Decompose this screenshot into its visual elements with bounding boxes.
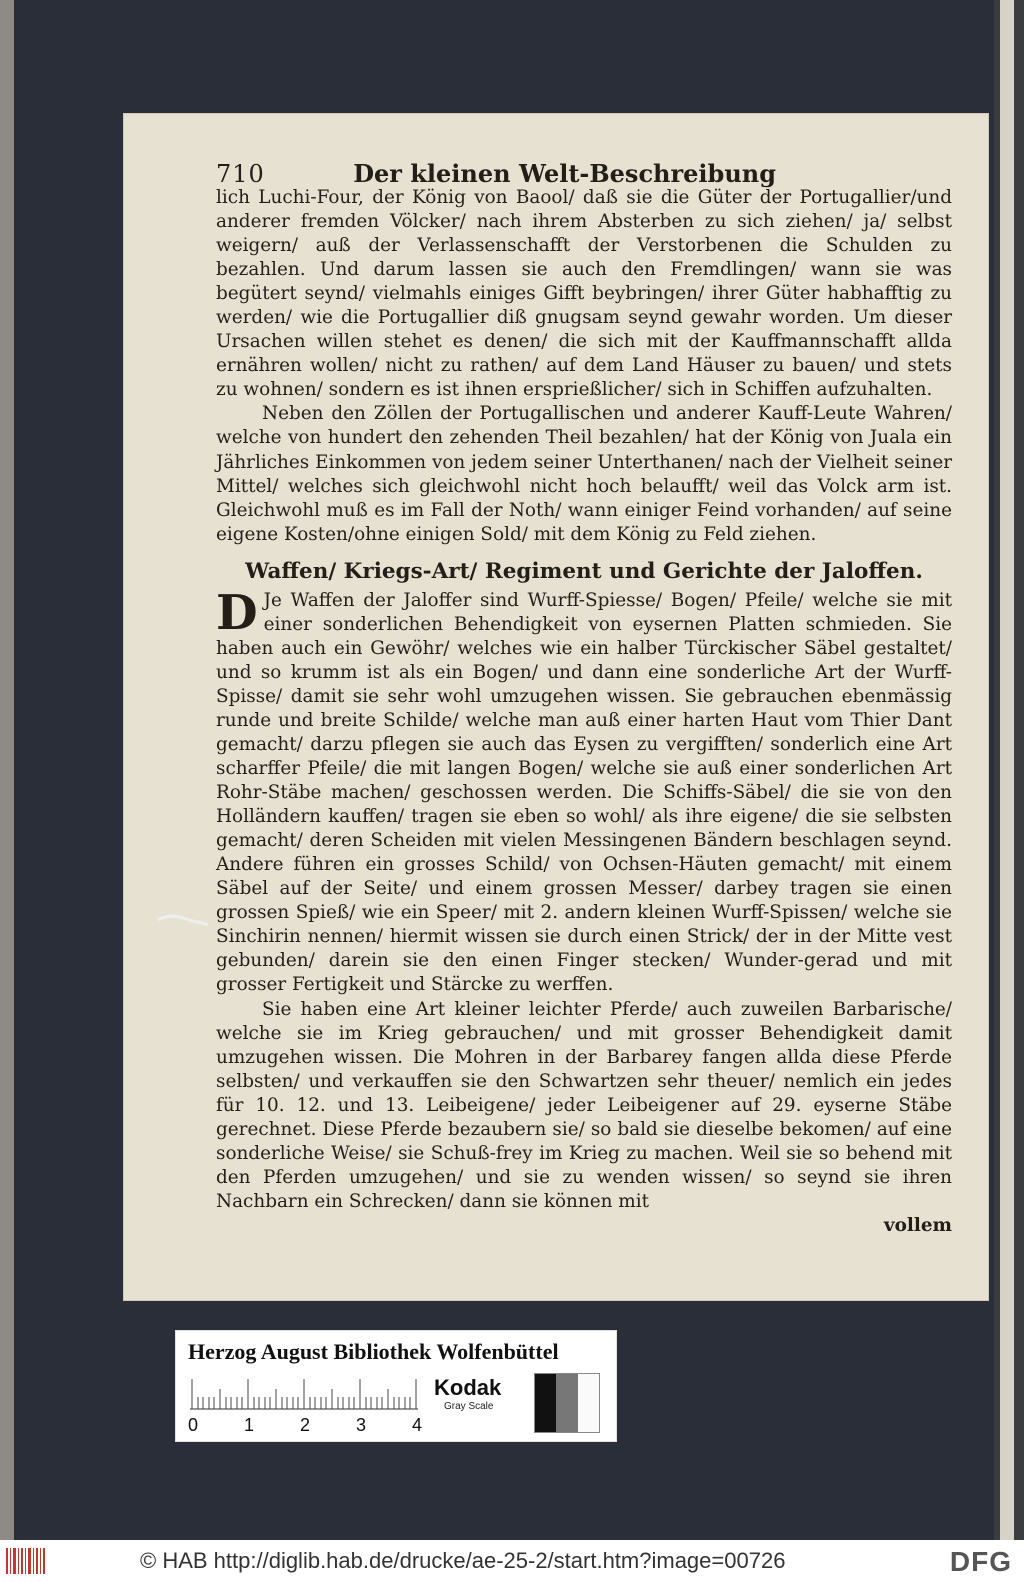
paragraph-3-text: Je Waffen der Jaloffer sind Wurff-Spiesse/ Bogen/ Pfeile/ welche sie mit einer sonderlichen Behendigkeit von eysernen Platten schmieden. Sie haben auch ein Gewöhr/ welches wie ein halber Türckischer Säbel gestaltet/ und so krumm ist als ein Bogen/ und dann eine sonderliche Art der Wurff-Spisse/ damit sie sehr wohl umzugehen wissen. Sie gebrauchen ebenmässig runde und breite Schilde/ welche man auß einer harten Haut vom Thier Dant gemacht/ darzu pflegen sie auch das Eysen zu vergifften/ sonderlich eine Art scharffer Pfeile/ die mit langen Bogen/ welche sie auß einer sonderlichen Art Rohr-Stäbe machen/ geschossen werden. Die Schiffs-Säbel/ die sie von den Holländern kauffen/ tragen sie eben so wohl/ als ihre eigene/ die sie selbsten gemacht/ deren Scheiden mit vielen Messingenen Bändern beschlagen seynd. Andere führen ein grosses Schild/ von Ochsen-Häuten gemacht/ mit einem Säbel auf der Seite/ und einem grossen Messer/ darbey tragen sie einen grossen Spieß/ wie ein Speer/ mit 2. andern kleinen Wurff-Spissen/ welche sie Sinchirin nennen/ hiermit wissen sie durch einen Strick/ der in der Mitte vest gebunden/ darein sie den einen Finger stecken/ Wunder-gerad und mit grosser Fertigkeit und Stärcke zu werffen. <box>216 589 952 996</box>
ruler-number: 3 <box>356 1415 367 1435</box>
swatch-white <box>578 1374 599 1432</box>
drop-cap: D <box>216 584 258 641</box>
gray-swatch <box>534 1373 600 1433</box>
scan-left-edge <box>0 0 14 1540</box>
copyright-url: © HAB http://diglib.hab.de/drucke/ae-25-2/start.htm?image=00726 <box>140 1548 786 1573</box>
section-heading: Waffen/ Kriegs-Art/ Regiment und Gerichte der Jaloffen. <box>245 558 923 584</box>
footer-bar <box>0 1540 1024 1582</box>
ruler-number: 4 <box>412 1415 423 1435</box>
kodak-logo: Kodak <box>434 1375 502 1400</box>
running-title: Der kleinen Welt-Beschreibung <box>353 159 776 188</box>
paragraph-2: Neben den Zöllen der Portugallischen und anderer Kauff-Leute Wahren/ welche von hundert den zehenden Theil bezahlen/ hat der König von Juala ein Jährliches Einkommen von jedem seiner Unterthanen/ nach der Vielheit seiner Mittel/ welches sich gleichwohl nicht hoch belaufft/ weil das Volck arm ist. Gleichwohl muß es im Fall der Noth/ wann einiger Feind vorhanden/ auf seine eigene Kosten/ohne einigen Sold/ mit dem König zu Feld ziehen. <box>216 403 952 545</box>
barcode-icon <box>6 1546 46 1576</box>
swatch-gray <box>556 1374 577 1432</box>
ruler-number: 1 <box>244 1415 255 1435</box>
dfg-logo: DFG <box>949 1546 1012 1577</box>
catchword: vollem <box>883 1214 952 1236</box>
ruler-icon <box>190 1375 420 1413</box>
page-text <box>216 158 952 1238</box>
ruler-number: 0 <box>188 1415 199 1435</box>
swatch-black <box>535 1374 556 1432</box>
gray-scale-label: Gray Scale <box>444 1401 494 1412</box>
paragraph-3 <box>216 584 952 998</box>
paragraph-1: lich Luchi-Four, der König von Baool/ daß sie die Güter der Portugallier/und anderer fremden Völcker/ nach ihrem Absterben zu sich ziehen/ ja/ selbst weigern/ auß der Verlassenschafft der Verstorbenen die Schulden zu bezahlen. Und darum lassen sie auch den Fremdlingen/ wann sie was begütert seynd/ vielmahls einiges Gifft beybringen/ ihrer Güter habhafftig zu werden/ wie die Portugallier diß gnugsam seynd gewahr worden. Um dieser Ursachen willen stehet es denen/ die sich mit der Kauffmannschafft allda ernähren wollen/ nicht zu rathen/ auf dem Land Häuser zu bauen/ und stets zu wohnen/ sondern es ist ihnen ersprießlicher/ sich in Schiffen aufzuhalten. <box>216 187 952 401</box>
page-number: 710 <box>216 160 265 188</box>
paragraph-4: Sie haben eine Art kleiner leichter Pferde/ auch zuweilen Barbarische/ welche sie im Krieg gebrauchen/ und mit grosser Behendigkeit damit umzugehen wissen. Die Mohren in der Barbarey fangen allda diese Pferde selbsten/ und verkauffen sie den Schwartzen sehr theuer/ nemlich ein jedes für 10. 12. und 13. Leibeigene/ jeder Leibeigener auf 29. eyserne Stäbe gerechnet. Diese Pferde bezaubern sie/ so bald sie dieselbe bekomen/ auf eine sonderliche Weise/ sie Schuß-frey im Krieg zu machen. Weil sie so behend mit den Pferden umzugehen/ und sie zu wenden wissen/ so seynd sie ihren Nachbarn ein Schrecken/ dann sie können mit <box>216 998 952 1212</box>
margin-mark-icon <box>156 914 210 926</box>
book-page <box>124 114 988 1300</box>
ruler-number: 2 <box>300 1415 311 1435</box>
adjacent-page-strip <box>1000 0 1014 1540</box>
color-calibration-card <box>175 1330 617 1442</box>
library-name: Herzog August Bibliothek Wolfenbüttel <box>188 1339 559 1364</box>
scan-right-edge <box>994 0 1024 1540</box>
